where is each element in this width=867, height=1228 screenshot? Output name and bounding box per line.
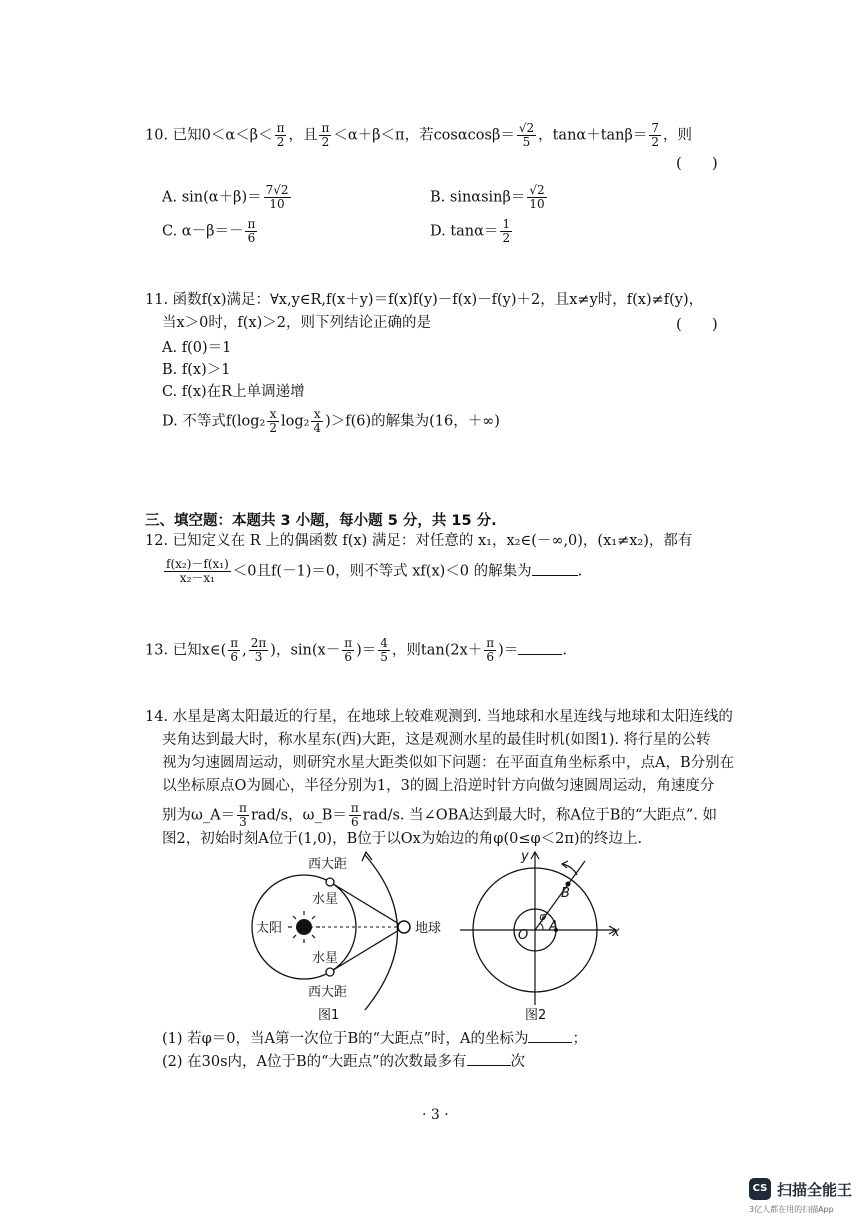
q14-line6: 图2，初始时刻A位于(1,0)，B位于以Ox为始边的角φ(0≤φ＜2π)的终边上.: [162, 831, 643, 847]
sun-icon: [288, 911, 320, 943]
frac-7-over-2: $\frac{7}{2}$: [651, 121, 660, 149]
scanner-tagline: 3亿人都在用的扫描App: [749, 1205, 834, 1214]
fig2-x-label: x: [612, 925, 620, 940]
q11-option-c: C. f(x)在R上单调递增: [162, 384, 305, 400]
q10-option-b: B. sinαsinβ＝ $\frac{√2}{10}$: [430, 183, 545, 211]
q11-answer-bracket: ( ): [676, 315, 718, 333]
frac-pi-over-2: $\frac{\pi}{2}$: [321, 121, 330, 149]
fig2-y-label: y: [521, 849, 529, 864]
fig1-mercury-top: 水星: [312, 892, 339, 907]
q11-option-d: D. 不等式f(log₂ $\frac{x}{2}$ log₂ $\frac{x}{4}$ )＞f(6)的解集为(16，＋∞): [162, 407, 500, 435]
section-heading: 三、填空题：本题共 3 小题，每小题 5 分，共 15 分.: [145, 513, 497, 529]
q14-line2: 夹角达到最大时，称水星东(西)大距，这是观测水星的最佳时机(如图1). 将行星的公转: [162, 732, 711, 748]
fig1-caption: 图1: [318, 1008, 340, 1023]
q12-fraction: $\frac{\text{f(x₂)－f(x₁)}}{\text{x₂－x₁}}$: [166, 557, 229, 585]
q14-line3: 视为匀速圆周运动，则研究水星大距类似如下问题：在平面直角坐标系中，点A，B分别在: [162, 755, 735, 771]
frac-pi-over-2: $\frac{\pi}{2}$: [276, 121, 285, 149]
fig1-west-top: 西大距: [308, 857, 348, 872]
earth-dot: [398, 921, 410, 933]
scanner-name: 扫描全能王: [777, 1181, 853, 1199]
q10-option-d: D. tanα＝ $\frac{1}{2}$: [430, 217, 511, 245]
figure-2: [455, 845, 630, 1010]
fig2-a-label: A: [549, 919, 558, 934]
q14-sub1-blank[interactable]: [528, 1028, 572, 1043]
q12-stem-line1: 12. 已知定义在 R 上的偶函数 f(x) 满足：对任意的 x₁，x₂∈(－∞,0)，(x₁≠x₂)，都有: [145, 533, 693, 549]
q10-option-c: C. α－β＝－ $\frac{\pi}{6}$: [162, 217, 256, 245]
earth-orbit-arc: [365, 855, 398, 1010]
fig1-sun: 太阳: [256, 921, 283, 936]
fig1-earth: 地球: [415, 921, 442, 936]
q14-line5: 别为ω_A＝ $\frac{\pi}{3}$ rad/s，ω_B＝ $\frac{\pi}{6}$ rad/s. 当∠OBA达到最大时，称A位于B的“大距点”. 如: [162, 801, 717, 829]
page-number: · 3 ·: [422, 1107, 449, 1123]
scanner-watermark: [749, 1178, 859, 1218]
q14-line4: 以坐标原点O为圆心，半径分别为1，3的圆上沿逆时针方向做匀速圆周运动，角速度分: [162, 778, 715, 794]
frac-sqrt2-over-5: $\frac{√2}{5}$: [518, 121, 535, 149]
q14-line1: 14. 水星是离太阳最近的行星，在地球上较难观测到. 当地球和水星连线与地球和太阳连线的: [145, 709, 733, 725]
fig2-phi-label: φ: [539, 910, 547, 923]
q11-stem-line1: 11. 函数f(x)满足：∀x,y∈R,f(x＋y)＝f(x)f(y)－f(x)－f(y)＋2，且x≠y时，f(x)≠f(y)，: [145, 292, 704, 308]
fig1-west-bottom: 西大距: [308, 985, 348, 1000]
q10-option-a: A. sin(α＋β)＝ $\frac{7√2}{10}$: [162, 183, 289, 211]
angle-arc: [540, 923, 543, 930]
mercury-top-dot: [326, 878, 334, 886]
q11-stem-line2: 当x＞0时，f(x)＞2，则下列结论正确的是: [162, 315, 431, 331]
fig1-mercury-bottom: 水星: [312, 951, 339, 966]
q10-stem: 10. 已知0＜α＜β＜ $\frac{\pi}{2}$ ，且 $\frac{\pi}{2}$ ＜α＋β＜π，若cosαcosβ＝ $\frac{√2}{5}$ ，tanα＋tanβ＝ $\frac{7}{2}$ ，则: [145, 121, 693, 149]
fig2-b-label: B: [561, 886, 570, 901]
sight-line-bottom: [330, 927, 404, 972]
q12-stem-line2: $\frac{\text{f(x₂)－f(x₁)}}{\text{x₂－x₁}}$ ＜0且f(－1)＝0，则不等式 xf(x)＜0 的解集为 .: [166, 557, 583, 585]
q14-sub2: (2) 在30s内，A位于B的“大距点”的次数最多有 次: [162, 1051, 525, 1072]
q14-sub1: (1) 若φ＝0，当A第一次位于B的“大距点”时，A的坐标为 ；: [162, 1028, 587, 1049]
camscanner-logo-icon: CS: [749, 1178, 771, 1200]
q13-stem: 13. 已知x∈( $\frac{\pi}{6}$ , $\frac{2\pi}{3}$ )，sin(x－ $\frac{\pi}{6}$ )＝ $\frac{4}{5}$ ，则tan(2x＋ $\frac{\pi}{6}$ )＝ .: [145, 636, 567, 664]
q13-answer-blank[interactable]: [518, 640, 562, 655]
rotation-arrow: [563, 864, 577, 875]
q10-answer-bracket: ( ): [676, 154, 718, 172]
q14-sub2-blank[interactable]: [467, 1051, 511, 1066]
fig2-caption: 图2: [525, 1008, 547, 1023]
q12-answer-blank[interactable]: [532, 561, 578, 576]
q11-option-a: A. f(0)＝1: [162, 340, 232, 356]
q11-option-b: B. f(x)＞1: [162, 362, 231, 378]
mercury-bottom-dot: [326, 968, 334, 976]
fig2-o-label: O: [518, 928, 529, 943]
